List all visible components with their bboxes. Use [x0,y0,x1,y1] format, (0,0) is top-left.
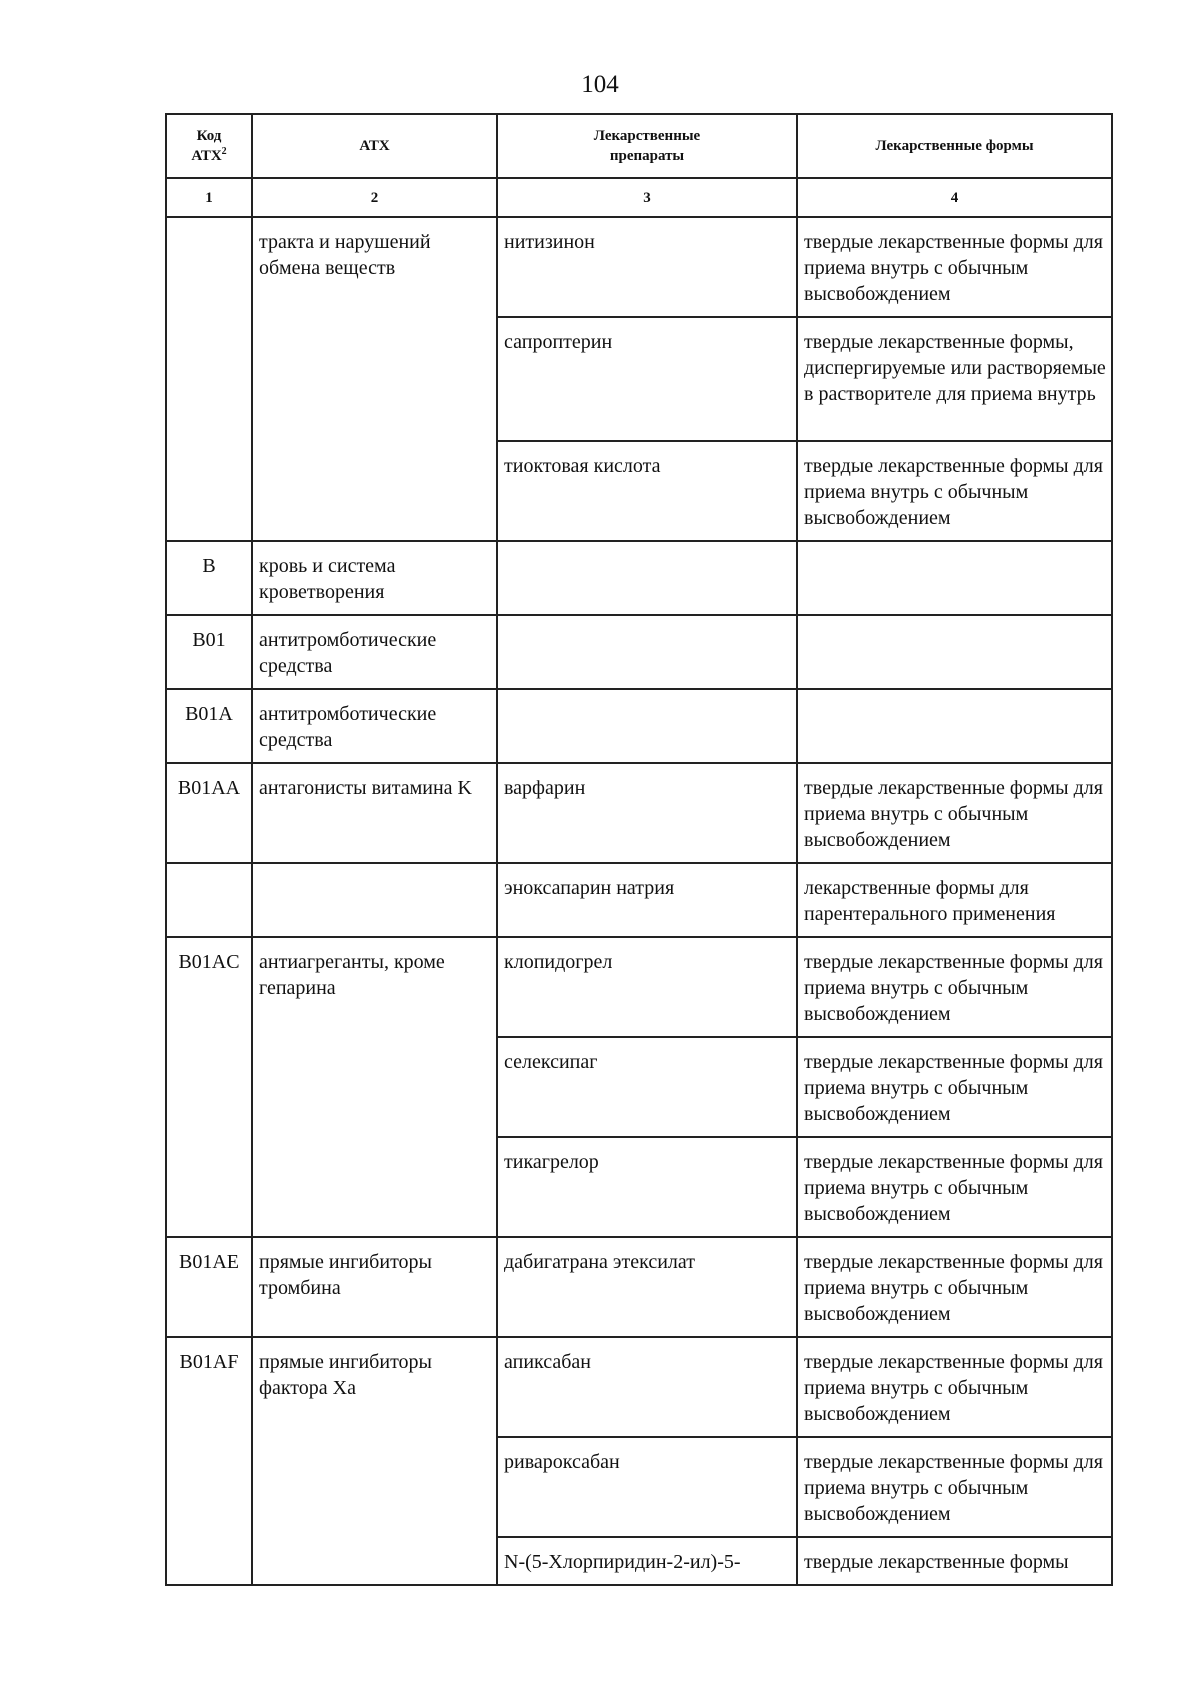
column-number: 4 [797,178,1112,217]
drug-cell: N-(5-Хлорпиридин-2-ил)-5- [497,1537,797,1585]
dosage-form-cell: твердые лекарственные формы для приема внутрь с обычным высвобождением [797,1237,1112,1337]
atx-name-cell: кровь и система кроветворения [252,541,497,615]
drug-cell [497,541,797,615]
header-drugs: Лекарственные препараты [497,114,797,178]
drug-cell: нитизинон [497,217,797,317]
header-forms: Лекарственные формы [797,114,1112,178]
atx-code-cell [166,217,252,541]
atx-table [165,113,1113,1586]
drug-cell: дабигатрана этексилат [497,1237,797,1337]
atx-name-cell: прямые ингибиторы фактора Xa [252,1337,497,1585]
drug-cell: тикагрелор [497,1137,797,1237]
atx-code-cell: B01 [166,615,252,689]
atx-name-cell: антиагреганты, кроме гепарина [252,937,497,1237]
drug-cell: эноксапарин натрия [497,863,797,937]
drug-cell: тиоктовая кислота [497,441,797,541]
table-header-row [166,114,1112,178]
atx-code-cell: B01AA [166,763,252,863]
dosage-form-cell: твердые лекарственные формы для приема внутрь с обычным высвобождением [797,1137,1112,1237]
dosage-form-cell: лекарственные формы для парентерального применения [797,863,1112,937]
atx-code-cell [166,863,252,937]
table-row [166,1237,1112,1337]
atx-code-cell: B01AF [166,1337,252,1585]
drug-cell [497,615,797,689]
table-row [166,615,1112,689]
atx-name-cell: тракта и нарушений обмена веществ [252,217,497,541]
drug-cell: ривароксабан [497,1437,797,1537]
atx-code-cell: B [166,541,252,615]
header-code-footnote: 2 [221,146,227,157]
table-row [166,1337,1112,1437]
drug-cell: селексипаг [497,1037,797,1137]
header-atx: АТХ [252,114,497,178]
dosage-form-cell: твердые лекарственные формы для приема внутрь с обычным высвобождением [797,441,1112,541]
dosage-form-cell: твердые лекарственные формы для приема внутрь с обычным высвобождением [797,1437,1112,1537]
drug-cell: клопидогрел [497,937,797,1037]
table-row [166,217,1112,317]
column-number: 3 [497,178,797,217]
atx-name-cell: прямые ингибиторы тромбина [252,1237,497,1337]
table-row [166,937,1112,1037]
atx-name-cell: антагонисты витамина K [252,763,497,863]
table-row [166,541,1112,615]
header-code-line2: АТХ [191,148,222,164]
atx-name-cell [252,863,497,937]
atx-code-cell: B01AE [166,1237,252,1337]
header-code [166,114,252,178]
page-number: 104 [581,71,619,98]
dosage-form-cell [797,689,1112,763]
drug-cell: варфарин [497,763,797,863]
drug-cell: сапроптерин [497,317,797,441]
drug-cell: апиксабан [497,1337,797,1437]
atx-name-cell: антитромботические средства [252,615,497,689]
dosage-form-cell: твердые лекарственные формы для приема внутрь с обычным высвобождением [797,1037,1112,1137]
atx-name-cell: антитромботические средства [252,689,497,763]
atx-code-cell: B01A [166,689,252,763]
dosage-form-cell [797,615,1112,689]
header-code-line1: Код [196,128,222,144]
dosage-form-cell: твердые лекарственные формы для приема внутрь с обычным высвобождением [797,1337,1112,1437]
dosage-form-cell: твердые лекарственные формы для приема внутрь с обычным высвобождением [797,763,1112,863]
atx-code-cell: B01AC [166,937,252,1237]
dosage-form-cell: твердые лекарственные формы для приема внутрь с обычным высвобождением [797,937,1112,1037]
dosage-form-cell: твердые лекарственные формы для приема внутрь с обычным высвобождением [797,217,1112,317]
column-number-row [166,178,1112,217]
dosage-form-cell: твердые лекарственные формы, диспергируемые или растворяемые в растворителе для приема внутрь [797,317,1112,441]
dosage-form-cell [797,541,1112,615]
table-row [166,863,1112,937]
table-row [166,689,1112,763]
table-row [166,763,1112,863]
drug-cell [497,689,797,763]
column-number: 1 [166,178,252,217]
column-number: 2 [252,178,497,217]
dosage-form-cell: твердые лекарственные формы [797,1537,1112,1585]
